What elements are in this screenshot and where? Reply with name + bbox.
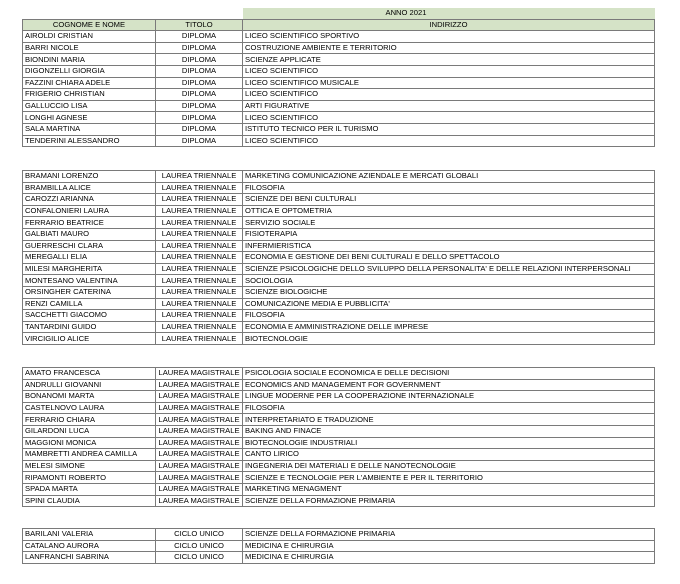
cell-title: CICLO UNICO [156, 540, 243, 552]
table-row [23, 379, 655, 391]
cell-title: DIPLOMA [156, 54, 243, 66]
cell-title: LAUREA TRIENNALE [156, 310, 243, 322]
cell-name: BONANOMI MARTA [23, 391, 156, 403]
cell-name: GUERRESCHI CLARA [23, 240, 156, 252]
table-row [23, 263, 655, 275]
cell-address: LICEO SCIENTIFICO [243, 135, 655, 147]
cell-name: FAZZINI CHIARA ADELE [23, 77, 156, 89]
table-row [23, 31, 655, 43]
cell-name: VIRCIGILIO ALICE [23, 333, 156, 345]
cell-address: LICEO SCIENTIFICO SPORTIVO [243, 31, 655, 43]
cell-name: DIGONZELLI GIORGIA [23, 65, 156, 77]
cell-address: LICEO SCIENTIFICO [243, 112, 655, 124]
cell-name: MEREGALLI ELIA [23, 252, 156, 264]
cell-name: SPINI CLAUDIA [23, 495, 156, 507]
cell-address: BAKING AND FINACE [243, 425, 655, 437]
cell-name: TENDERINI ALESSANDRO [23, 135, 156, 147]
cell-name: CAROZZI ARIANNA [23, 194, 156, 206]
cell-name: BRAMANI LORENZO [23, 171, 156, 183]
cell-title: DIPLOMA [156, 65, 243, 77]
table-row [23, 252, 655, 264]
year-row [23, 8, 655, 19]
table-row [23, 171, 655, 183]
cell-title: LAUREA TRIENNALE [156, 275, 243, 287]
cell-name: LANFRANCHI SABRINA [23, 552, 156, 564]
table-row [23, 449, 655, 461]
cell-address: SCIENZE APPLICATE [243, 54, 655, 66]
cell-address: INGEGNERIA DEI MATERIALI E DELLE NANOTECNOLOGIE [243, 460, 655, 472]
cell-name: MAGGIONI MONICA [23, 437, 156, 449]
cell-title: LAUREA MAGISTRALE [156, 391, 243, 403]
cell-title: LAUREA TRIENNALE [156, 286, 243, 298]
cell-title: LAUREA TRIENNALE [156, 298, 243, 310]
cell-name: CASTELNOVO LAURA [23, 402, 156, 414]
table-row [23, 483, 655, 495]
table-row [23, 182, 655, 194]
cell-title: DIPLOMA [156, 112, 243, 124]
cell-title: DIPLOMA [156, 42, 243, 54]
cell-address: SOCIOLOGIA [243, 275, 655, 287]
cell-name: RENZI CAMILLA [23, 298, 156, 310]
cell-name: ORSINGHER CATERINA [23, 286, 156, 298]
cell-title: DIPLOMA [156, 100, 243, 112]
header-row [23, 19, 655, 31]
cell-title: LAUREA TRIENNALE [156, 205, 243, 217]
table-diploma [22, 8, 655, 147]
cell-title: DIPLOMA [156, 31, 243, 43]
table-row [23, 298, 655, 310]
cell-name: GILARDONI LUCA [23, 425, 156, 437]
cell-address: LICEO SCIENTIFICO [243, 89, 655, 101]
table-laurea-magistrale [22, 367, 655, 507]
table-row [23, 310, 655, 322]
cell-address: SCIENZE E TECNOLOGIE PER L'AMBIENTE E PER IL TERRITORIO [243, 472, 655, 484]
table-row [23, 391, 655, 403]
cell-title: LAUREA TRIENNALE [156, 182, 243, 194]
cell-name: FERRARIO CHIARA [23, 414, 156, 426]
cell-address: LICEO SCIENTIFICO MUSICALE [243, 77, 655, 89]
cell-name: MELESI SIMONE [23, 460, 156, 472]
cell-title: LAUREA MAGISTRALE [156, 437, 243, 449]
table-row [23, 472, 655, 484]
cell-name: FRIGERIO CHRISTIAN [23, 89, 156, 101]
cell-address: INFERMIERISTICA [243, 240, 655, 252]
cell-title: LAUREA MAGISTRALE [156, 472, 243, 484]
cell-title: LAUREA TRIENNALE [156, 263, 243, 275]
table-row [23, 368, 655, 380]
cell-name: SPADA MARTA [23, 483, 156, 495]
cell-name: CATALANO AURORA [23, 540, 156, 552]
cell-title: LAUREA MAGISTRALE [156, 414, 243, 426]
cell-name: LONGHI AGNESE [23, 112, 156, 124]
table-row [23, 495, 655, 507]
cell-title: LAUREA MAGISTRALE [156, 379, 243, 391]
cell-title: LAUREA MAGISTRALE [156, 368, 243, 380]
cell-address: ECONOMIA E AMMINISTRAZIONE DELLE IMPRESE [243, 321, 655, 333]
cell-name: ANDRULLI GIOVANNI [23, 379, 156, 391]
cell-address: SERVIZIO SOCIALE [243, 217, 655, 229]
cell-title: DIPLOMA [156, 123, 243, 135]
table-row [23, 77, 655, 89]
cell-title: LAUREA MAGISTRALE [156, 402, 243, 414]
table-row [23, 65, 655, 77]
cell-address: SCIENZE DELLA FORMAZIONE PRIMARIA [243, 529, 655, 541]
cell-address: SCIENZE PSICOLOGICHE DELLO SVILUPPO DELLA PERSONALITA' E DELLE RELAZIONI INTERPERSONALI [243, 263, 655, 275]
cell-name: AIROLDI CRISTIAN [23, 31, 156, 43]
cell-name: BARRI NICOLE [23, 42, 156, 54]
table-row [23, 540, 655, 552]
table-row [23, 100, 655, 112]
table-row [23, 437, 655, 449]
cell-title: LAUREA TRIENNALE [156, 171, 243, 183]
cell-title: LAUREA TRIENNALE [156, 252, 243, 264]
cell-name: BIONDINI MARIA [23, 54, 156, 66]
table-row [23, 425, 655, 437]
cell-title: CICLO UNICO [156, 529, 243, 541]
table-row [23, 228, 655, 240]
table-row [23, 460, 655, 472]
cell-address: MEDICINA E CHIRURGIA [243, 552, 655, 564]
table-row [23, 529, 655, 541]
cell-name: BRAMBILLA ALICE [23, 182, 156, 194]
cell-address: ISTITUTO TECNICO PER IL TURISMO [243, 123, 655, 135]
table-row [23, 89, 655, 101]
cell-name: FERRARIO BEATRICE [23, 217, 156, 229]
cell-title: LAUREA TRIENNALE [156, 333, 243, 345]
cell-name: SALA MARTINA [23, 123, 156, 135]
cell-title: LAUREA TRIENNALE [156, 228, 243, 240]
cell-address: MARKETING COMUNICAZIONE AZIENDALE E MERCATI GLOBALI [243, 171, 655, 183]
cell-name: CONFALONIERI LAURA [23, 205, 156, 217]
cell-address: INTERPRETARIATO E TRADUZIONE [243, 414, 655, 426]
table-row [23, 286, 655, 298]
table-row [23, 414, 655, 426]
cell-address: COSTRUZIONE AMBIENTE E TERRITORIO [243, 42, 655, 54]
cell-title: LAUREA MAGISTRALE [156, 460, 243, 472]
cell-title: DIPLOMA [156, 135, 243, 147]
cell-name: MAMBRETTI ANDREA CAMILLA [23, 449, 156, 461]
cell-title: LAUREA TRIENNALE [156, 240, 243, 252]
cell-title: LAUREA MAGISTRALE [156, 425, 243, 437]
table-row [23, 240, 655, 252]
cell-name: RIPAMONTI ROBERTO [23, 472, 156, 484]
cell-address: FISIOTERAPIA [243, 228, 655, 240]
table-row [23, 333, 655, 345]
table-row [23, 112, 655, 124]
table-row [23, 194, 655, 206]
cell-title: LAUREA TRIENNALE [156, 217, 243, 229]
table-row [23, 552, 655, 564]
header-name: COGNOME E NOME [23, 19, 156, 31]
cell-name: GALBIATI MAURO [23, 228, 156, 240]
table-row [23, 217, 655, 229]
cell-address: PSICOLOGIA SOCIALE ECONOMICA E DELLE DECISIONI [243, 368, 655, 380]
cell-address: FILOSOFIA [243, 182, 655, 194]
header-title: TITOLO [156, 19, 243, 31]
cell-address: LICEO SCIENTIFICO [243, 65, 655, 77]
cell-name: MONTESANO VALENTINA [23, 275, 156, 287]
cell-name: GALLUCCIO LISA [23, 100, 156, 112]
table-row [23, 123, 655, 135]
cell-title: LAUREA MAGISTRALE [156, 483, 243, 495]
cell-title: CICLO UNICO [156, 552, 243, 564]
table-row [23, 205, 655, 217]
table-row [23, 321, 655, 333]
table-row [23, 54, 655, 66]
cell-title: LAUREA TRIENNALE [156, 194, 243, 206]
cell-address: SCIENZE BIOLOGICHE [243, 286, 655, 298]
cell-title: DIPLOMA [156, 77, 243, 89]
cell-address: BIOTECNOLOGIE [243, 333, 655, 345]
cell-title: LAUREA TRIENNALE [156, 321, 243, 333]
cell-address: ARTI FIGURATIVE [243, 100, 655, 112]
cell-address: OTTICA E OPTOMETRIA [243, 205, 655, 217]
cell-address: ECONOMICS AND MANAGEMENT FOR GOVERNMENT [243, 379, 655, 391]
cell-address: SCIENZE DELLA FORMAZIONE PRIMARIA [243, 495, 655, 507]
header-address: INDIRIZZO [243, 19, 655, 31]
table-row [23, 42, 655, 54]
cell-title: LAUREA MAGISTRALE [156, 449, 243, 461]
table-row [23, 275, 655, 287]
cell-name: MILESI MARGHERITA [23, 263, 156, 275]
cell-address: BIOTECNOLOGIE INDUSTRIALI [243, 437, 655, 449]
cell-address: SCIENZE DEI BENI CULTURALI [243, 194, 655, 206]
cell-title: DIPLOMA [156, 89, 243, 101]
cell-address: MARKETING MENAGMENT [243, 483, 655, 495]
table-ciclo-unico [22, 528, 655, 564]
cell-address: LINGUE MODERNE PER LA COOPERAZIONE INTERNAZIONALE [243, 391, 655, 403]
cell-name: BARILANI VALERIA [23, 529, 156, 541]
cell-address: FILOSOFIA [243, 310, 655, 322]
cell-address: ECONOMIA E GESTIONE DEI BENI CULTURALI E DELLO SPETTACOLO [243, 252, 655, 264]
cell-address: MEDICINA E CHIRURGIA [243, 540, 655, 552]
table-row [23, 135, 655, 147]
table-row [23, 402, 655, 414]
cell-address: COMUNICAZIONE MEDIA E PUBBLICITA' [243, 298, 655, 310]
year-label: ANNO 2021 [243, 8, 655, 19]
cell-name: SACCHETTI GIACOMO [23, 310, 156, 322]
table-laurea-triennale [22, 170, 655, 345]
cell-address: FILOSOFIA [243, 402, 655, 414]
cell-name: TANTARDINI GUIDO [23, 321, 156, 333]
cell-address: CANTO LIRICO [243, 449, 655, 461]
cell-title: LAUREA MAGISTRALE [156, 495, 243, 507]
cell-name: AMATO FRANCESCA [23, 368, 156, 380]
